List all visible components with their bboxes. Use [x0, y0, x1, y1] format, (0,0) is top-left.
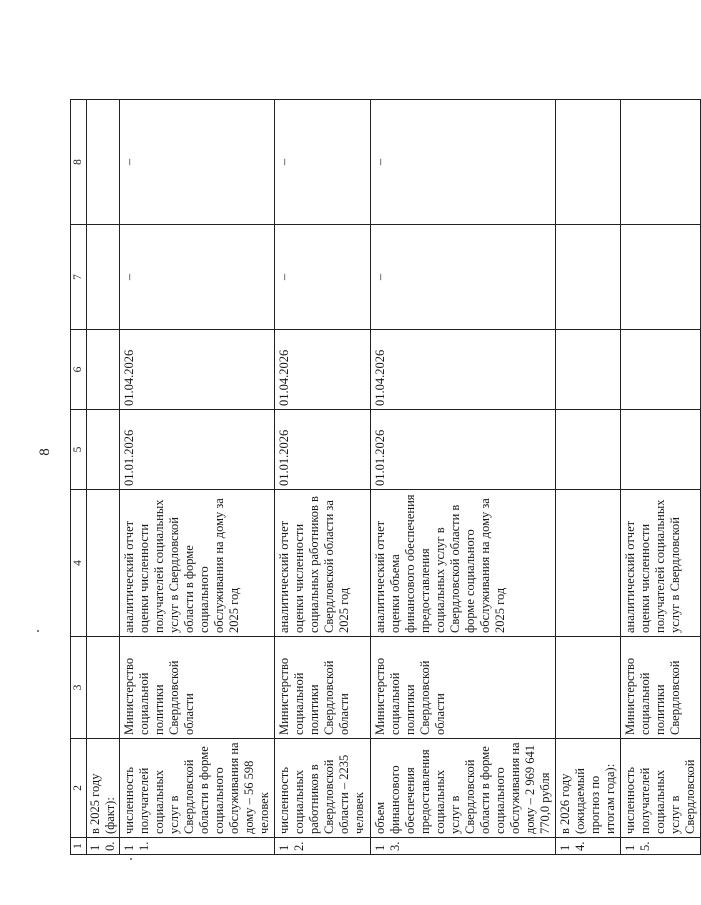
section-row-2025 [87, 100, 120, 855]
column-number: 8 [71, 100, 87, 225]
table-row [621, 100, 701, 855]
row-number: 10. [87, 838, 120, 855]
column-number-row [71, 100, 87, 855]
end-date-cell [621, 330, 701, 410]
indicator-cell: объем финансового обеспечения предоставления социальных услуг в Свердловской области в форме социального обслуживания на дому – 2 969 641 770,0 рубля [371, 739, 556, 838]
scan-speck [130, 858, 132, 860]
column-number: 5 [71, 410, 87, 490]
row-number: 15. [621, 838, 701, 855]
col8-cell: – [120, 100, 275, 225]
col8-cell: – [275, 100, 371, 225]
col7-cell: – [120, 225, 275, 330]
start-date-cell [621, 410, 701, 490]
table-row [120, 100, 275, 855]
column-number: 2 [71, 739, 87, 838]
row-number: 11. [120, 838, 275, 855]
plan-table [70, 99, 701, 855]
column-number: 3 [71, 637, 87, 739]
responsible-cell: Министерство социальной политики Свердловской области [275, 637, 371, 739]
end-date-cell: 01.04.2026 [120, 330, 275, 410]
end-date-cell: 01.04.2026 [275, 330, 371, 410]
row-number: 14. [556, 838, 621, 855]
col7-cell: – [371, 225, 556, 330]
section-heading: в 2025 году (факт): [87, 739, 120, 838]
responsible-cell: Министерство социальной политики Свердловской области [371, 637, 556, 739]
rotated-page-content [70, 90, 697, 855]
section-row-2026 [556, 100, 621, 855]
end-date-cell: 01.04.2026 [371, 330, 556, 410]
start-date-cell: 01.01.2026 [371, 410, 556, 490]
column-number: 6 [71, 330, 87, 410]
section-heading: в 2026 году (ожидаемый прогноз по итогам года): [556, 739, 621, 838]
start-date-cell: 01.01.2026 [120, 410, 275, 490]
page-number: 8 [37, 448, 53, 456]
responsible-cell: Министерство социальной политики Свердловской области [120, 637, 275, 739]
responsible-cell: Министерство социальной политики Свердловской [621, 637, 701, 739]
table-row [371, 100, 556, 855]
column-number: 4 [71, 490, 87, 637]
indicator-cell: численность социальных работников в Свердловской области – 2235 человек [275, 739, 371, 838]
document-cell: аналитический отчет оценки объема финансового обеспечения предоставления социальных услуг в Свердловской области в форме социального обслуживания на дому за 2025 год [371, 490, 556, 637]
col8-cell: – [371, 100, 556, 225]
start-date-cell: 01.01.2026 [275, 410, 371, 490]
col8-cell [621, 100, 701, 225]
col7-cell [621, 225, 701, 330]
document-cell: аналитический отчет оценки численности получателей социальных услуг в Свердловской области в форме социального обслуживания на дому за 2025 год [120, 490, 275, 637]
indicator-cell: численность получателей социальных услуг в Свердловской области в форме социального обслуживания на дому – 56 598 человек [120, 739, 275, 838]
row-number: 12. [275, 838, 371, 855]
scan-speck [37, 630, 39, 632]
document-cell: аналитический отчет оценки численности получателей социальных услуг в Свердловской [621, 490, 701, 637]
document-cell: аналитический отчет оценки численности социальных работников в Свердловской области за 2025 год [275, 490, 371, 637]
table-row [275, 100, 371, 855]
col7-cell: – [275, 225, 371, 330]
row-number: 13. [371, 838, 556, 855]
column-number: 1 [71, 838, 87, 855]
indicator-cell: численность получателей социальных услуг в Свердловской [621, 739, 701, 838]
column-number: 7 [71, 225, 87, 330]
